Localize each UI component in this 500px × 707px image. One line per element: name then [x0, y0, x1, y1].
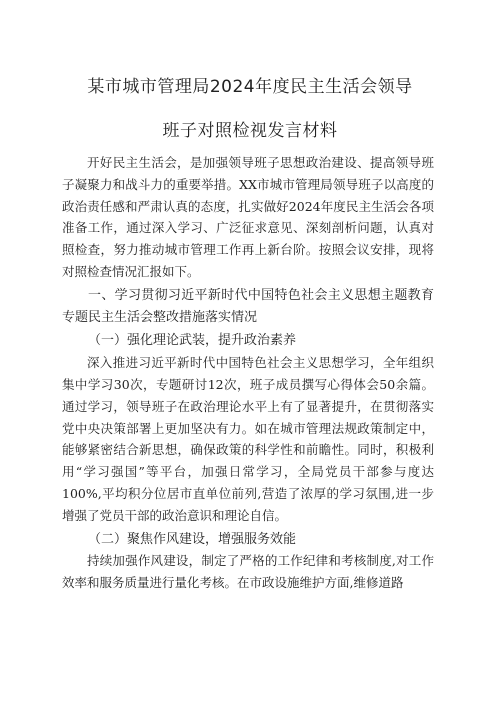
subsection-1-heading: （一）强化理论武装，提升政治素养 — [88, 333, 297, 349]
document-title-line-2: 班子对照检视发言材料 — [162, 121, 338, 141]
document-title-line-1: 某市城市管理局2024年度民主生活会领导 — [87, 77, 413, 97]
section-1-heading: 一、学习贯彻习近平新时代中国特色社会主义思想主题教育专题民主生活会整改措施落实情况 — [62, 287, 434, 325]
subsection-2-heading: （二）聚焦作风建设，增强服务效能 — [88, 531, 297, 547]
document-body — [62, 152, 434, 594]
subsection-1-paragraph: 深入推进习近平新时代中国特色社会主义思想学习，全年组织集中学习30次，专题研讨12次，班子成员撰写心得体会50余篇。通过学习，领导班子在政治理论水平上有了显著提升，在贯彻落实党中央决策部署上更加坚决有力。如在城市管理法规政策制定中，能够紧密结合新思想，确保政策的科学性和前瞻性。同时，积极利用“学习强国”等平台，加强日常学习，全局党员干部参与度达100%,平均积分位居市直单位前列,营造了浓厚的学习氛围,进一步增强了党员干部的政治意识和理论自信。 — [62, 355, 434, 523]
subsection-2-paragraph: 持续加强作风建设，制定了严格的工作纪律和考核制度,对工作效率和服务质量进行量化考核。在市政设施维护方面,维修道路 — [62, 553, 434, 591]
intro-paragraph: 开好民主生活会，是加强领导班子思想政治建设、提高领导班子凝聚力和战斗力的重要举措。XX市城市管理局领导班子以高度的政治责任感和严肃认真的态度，扎实做好2024年度民主生活会各项准备工作，通过深入学习、广泛征求意见、深刻剖析问题，认真对照检查，努力推动城市管理工作再上新台阶。按照会议安排，现将对照检查情况汇报如下。 — [62, 155, 434, 279]
